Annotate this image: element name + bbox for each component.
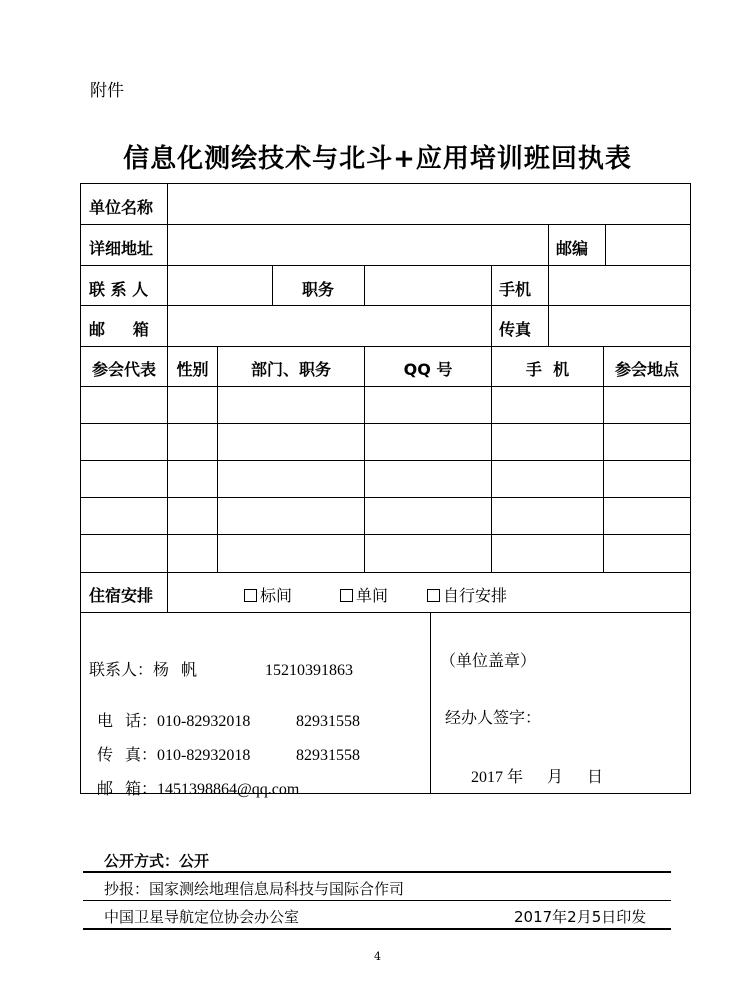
page-title: 信息化测绘技术与北斗+应用培训班回执表 — [123, 144, 632, 174]
accommodation-label: 住宿安排 — [89, 586, 154, 605]
address-field[interactable] — [168, 225, 548, 265]
header-gender: 性别 — [176, 360, 209, 379]
header-mobile: 手 机 — [525, 360, 570, 379]
postcode-field[interactable] — [606, 225, 690, 265]
fax-field[interactable] — [549, 306, 690, 346]
attendee-row[interactable] — [81, 387, 690, 423]
issue-date: 2017年2月5日印发 — [514, 908, 647, 926]
mobile-field[interactable] — [549, 266, 690, 305]
disclosure-text: 公开方式：公开 — [104, 852, 210, 870]
attendee-row[interactable] — [81, 424, 690, 460]
checkbox-icon[interactable] — [340, 589, 353, 602]
date-line: 2017 年 月 日 — [471, 769, 604, 786]
footer-divider — [83, 928, 671, 930]
mobile-label: 手机 — [499, 280, 532, 299]
attachment-label: 附件 — [90, 81, 124, 101]
footer-divider — [83, 900, 671, 901]
position-label: 职务 — [302, 280, 335, 299]
signer-label: 经办人签字： — [445, 710, 542, 727]
postcode-label: 邮编 — [556, 239, 589, 258]
option-single-room[interactable]: 单间 — [340, 583, 388, 606]
contact-phone-line: 电 话：010-82932018 82931558 — [97, 713, 361, 730]
header-attendee: 参会代表 — [91, 360, 156, 379]
option-self-arranged[interactable]: 自行安排 — [427, 583, 507, 606]
header-department: 部门、职务 — [250, 360, 331, 379]
checkbox-icon[interactable] — [427, 589, 440, 602]
contact-fax-line: 传 真：010-82932018 82931558 — [97, 747, 361, 764]
attendee-row[interactable] — [81, 535, 690, 572]
footer-divider — [83, 871, 671, 873]
contact-person-line: 联系人：杨 帆 15210391863 — [89, 662, 354, 679]
contact-person-label: 联 系 人 — [89, 280, 149, 299]
seal-label: （单位盖章） — [440, 653, 537, 670]
cc-text: 抄报：国家测绘地理信息局科技与国际合作司 — [104, 880, 405, 898]
attendee-row[interactable] — [81, 498, 690, 534]
issuer-text: 中国卫星导航定位协会办公室 — [104, 908, 300, 926]
option-standard-room[interactable]: 标间 — [244, 583, 292, 606]
header-location: 参会地点 — [614, 360, 679, 379]
unit-name-field[interactable] — [168, 184, 690, 224]
contact-email-line: 邮 箱：1451398864@qq.com — [97, 781, 300, 798]
page-number: 4 — [374, 950, 381, 963]
address-label: 详细地址 — [89, 239, 154, 258]
checkbox-icon[interactable] — [244, 589, 257, 602]
contact-person-field[interactable] — [168, 266, 272, 305]
header-qq: QQ 号 — [403, 360, 453, 379]
unit-name-label: 单位名称 — [89, 198, 154, 217]
email-label: 邮 箱 — [89, 320, 149, 339]
fax-label: 传真 — [499, 320, 532, 339]
position-field[interactable] — [365, 266, 491, 305]
email-field[interactable] — [168, 306, 491, 346]
attendee-row[interactable] — [81, 461, 690, 497]
